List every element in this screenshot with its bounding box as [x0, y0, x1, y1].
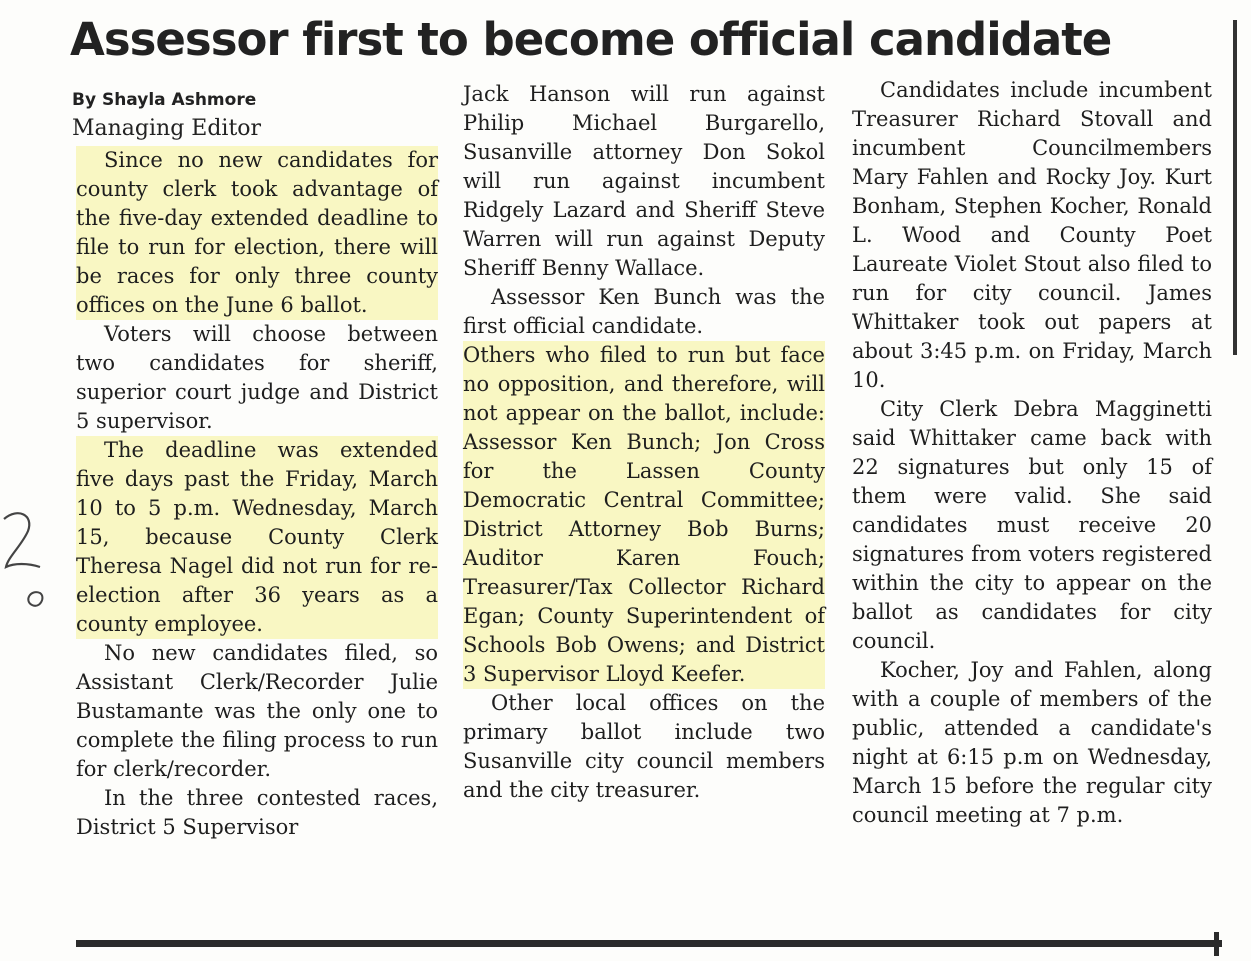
paragraph: Assessor Ken Bunch was the first official candidate. — [463, 285, 825, 338]
paragraph: Candidates include incumbent Treasurer Richard Stovall and incumbent Councilmembers Mary Fahlen and Rocky Joy. Kurt Bonham, Stephen Kocher, Ronald L. Wood and County Poet Laureate Violet Stout also filed to run for city council. James Whittaker took out papers at about 3:45 p.m. on Friday, March 10. — [852, 78, 1212, 392]
paragraph: Kocher, Joy and Fahlen, along with a couple of members of the public, attended a candidate's night at 6:15 p.m on Wednesday, March 15 before the regular city council meeting at 7 p.m. — [852, 658, 1212, 827]
article-column-3 — [852, 76, 1212, 830]
paragraph: In the three contested races, District 5 Supervisor — [76, 786, 438, 839]
bottom-rule — [76, 940, 1222, 947]
paragraph: Other local offices on the primary ballot include two Susanville city council members and the city treasurer. — [463, 691, 825, 802]
article-column-2 — [463, 80, 825, 805]
bottom-rule-tick — [1214, 932, 1219, 956]
handwritten-margin-mark — [0, 505, 50, 615]
byline-author: By Shayla Ashmore — [72, 90, 257, 110]
paragraph: Jack Hanson will run against Philip Michael Burgarello, Susanville attorney Don Sokol will run against incumbent Ridgely Lazard and Sheriff Steve Warren will run against Deputy Sheriff Benny Wallace. — [463, 82, 825, 280]
paragraph: Voters will choose between two candidates for sheriff, superior court judge and District 5 supervisor. — [76, 322, 438, 433]
paragraph: Others who filed to run but face no opposition, and therefore, will not appear on the ballot, include: Assessor Ken Bunch; Jon Cross for the Lassen County Democratic Central Committee; District Attorney Bob Burns; Auditor Karen Fouch; Treasurer/Tax Collector Richard Egan; County Superintendent of Schools Bob Owens; and District 3 Supervisor Lloyd Keefer. — [463, 341, 825, 689]
paragraph: No new candidates filed, so Assistant Clerk/Recorder Julie Bustamante was the only one to complete the filing process to run for clerk/recorder. — [76, 641, 438, 781]
article-column-1 — [76, 146, 438, 842]
paragraph: The deadline was extended five days past the Friday, March 10 to 5 p.m. Wednesday, March 15, because County Clerk Theresa Nagel did not run for re-election after 36 years as a county employee. — [76, 436, 438, 639]
column-rule-right — [1233, 20, 1237, 355]
headline: Assessor first to become official candidate — [70, 13, 1112, 66]
byline-title: Managing Editor — [72, 116, 262, 141]
paragraph: Since no new candidates for county clerk took advantage of the five-day extended deadline to file to run for election, there will be races for only three county offices on the June 6 ballot. — [76, 146, 438, 320]
paragraph: City Clerk Debra Magginetti said Whittaker came back with 22 signatures but only 15 of them were valid. She said candidates must receive 20 signatures from voters registered within the city to appear on the ballot as candidates for city council. — [852, 397, 1212, 653]
